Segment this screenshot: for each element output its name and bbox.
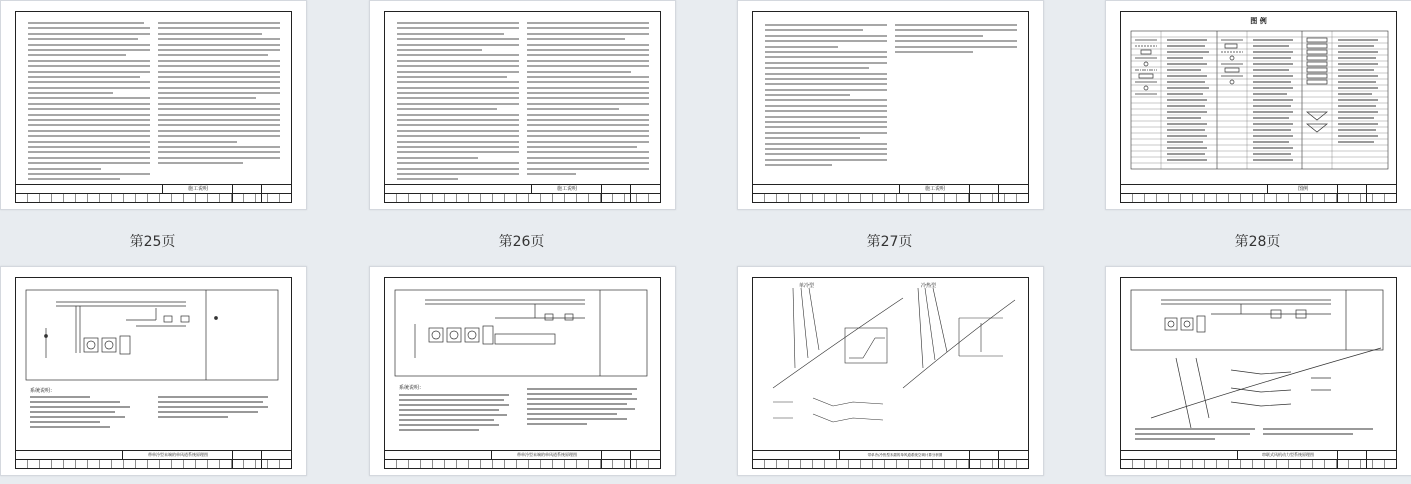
page-caption-25: 第25页 — [129, 234, 176, 250]
title-block — [16, 184, 291, 202]
page-thumbnail-26[interactable] — [369, 0, 676, 210]
title-block-name: 带单冷型末端的单风道系统原理图 — [122, 451, 233, 459]
system-notes-heading: 系统说明： — [399, 385, 425, 391]
title-block-name: 施工说明 — [531, 185, 602, 193]
cooling-only-label: 单冷型 — [799, 283, 815, 289]
text-column-right — [158, 22, 280, 168]
drawing-sheet — [1120, 277, 1397, 469]
title-block-name: 图例 — [1267, 185, 1338, 193]
text-column-left — [28, 22, 150, 184]
system-schematic — [1121, 278, 1398, 470]
title-block — [1121, 184, 1396, 202]
title-block — [385, 450, 660, 468]
page-caption-28: 第28页 — [1234, 234, 1281, 250]
title-block-name: 带单冷/冷热型末端的单风道系统空调计算分析图 — [839, 451, 970, 459]
page-thumbnail-32[interactable] — [1105, 266, 1411, 476]
legend-table — [1121, 12, 1398, 204]
page-caption-27: 第27页 — [866, 234, 913, 250]
page-thumbnail-31[interactable] — [737, 266, 1044, 476]
page-thumbnail-29[interactable] — [0, 266, 307, 476]
page-thumbnail-27[interactable] — [737, 0, 1044, 210]
drawing-sheet — [15, 277, 292, 469]
drawing-sheet — [1120, 11, 1397, 203]
title-block-name: 施工说明 — [899, 185, 970, 193]
title-block-name: 施工说明 — [162, 185, 233, 193]
drawing-sheet — [752, 277, 1029, 469]
legend-heading: 图 例 — [1250, 17, 1267, 25]
title-block-name: 串联式风机动力型系统原理图 — [1237, 451, 1338, 459]
text-column-right — [895, 24, 1017, 56]
drawing-sheet — [384, 11, 661, 203]
page-thumbnail-30[interactable] — [369, 266, 676, 476]
system-schematic — [385, 278, 662, 470]
title-block — [753, 450, 1028, 468]
text-column-left — [397, 22, 519, 184]
page-thumbnail-28[interactable] — [1105, 0, 1411, 210]
page-caption-26: 第26页 — [498, 234, 545, 250]
text-column-right — [527, 22, 649, 178]
title-block — [1121, 450, 1396, 468]
heating-cooling-label: 冷热型 — [921, 283, 937, 289]
text-column-left — [765, 24, 887, 170]
drawing-sheet — [384, 277, 661, 469]
drawing-sheet — [752, 11, 1029, 203]
system-schematic — [16, 278, 293, 470]
drawing-sheet — [15, 11, 292, 203]
system-notes-heading: 系统说明： — [30, 388, 56, 394]
title-block — [753, 184, 1028, 202]
title-block — [385, 184, 660, 202]
page-thumbnail-25[interactable] — [0, 0, 307, 210]
title-block-name: 带单冷型末端的单风道系统原理图 — [491, 451, 602, 459]
title-block — [16, 450, 291, 468]
psychrometric-diagram — [753, 278, 1030, 470]
